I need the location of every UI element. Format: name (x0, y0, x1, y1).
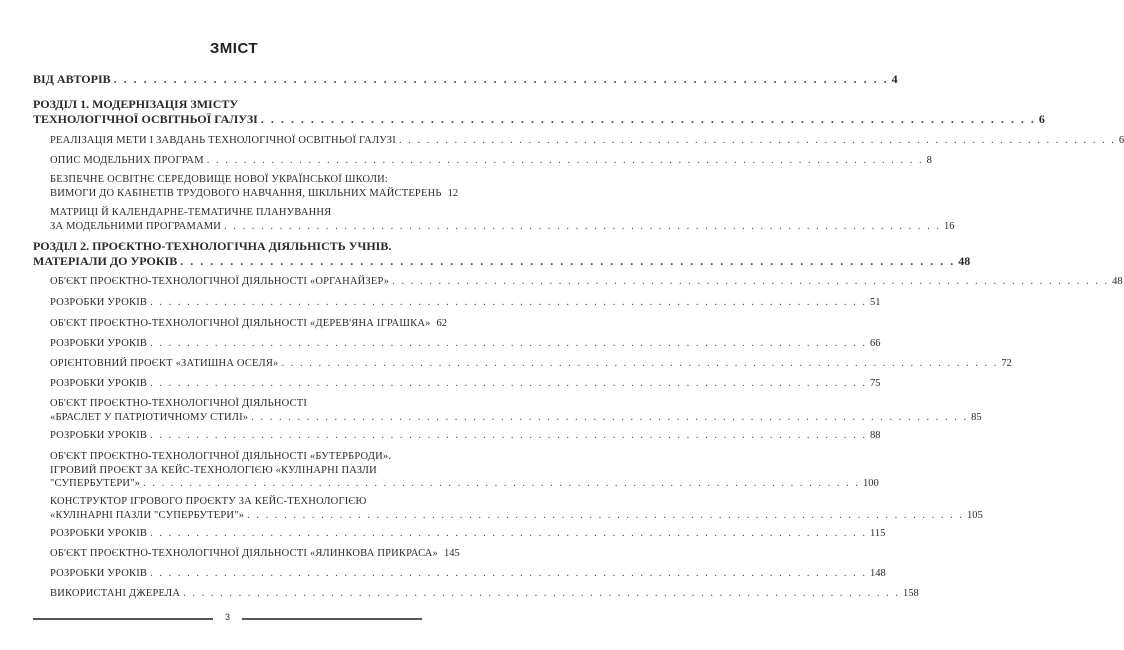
toc-entry-title: «БРАСЛЕТ У ПАТРІОТИЧНОМУ СТИЛІ» (50, 411, 249, 423)
leader-dots: . . . . . . . . . . . . . . . . . . . . . . . . . . . . . . . . . . . . . . . . . . . . . . . . . . . . . . . . . . . . . . . . . . . . . . . . . . . . . . (398, 135, 1116, 146)
toc-page-number: 158 (903, 588, 919, 599)
toc-entry (50, 429, 881, 443)
footer-rule-right (242, 618, 422, 620)
leader-dots: . . . . . . . . . . . . . . . . . . . . . . . . . . . . . . . . . . . . . . . . . . . . . . . . . . . . . . . . . . . . . . . . . . . . . . . . . . . . . . (224, 220, 941, 232)
toc-page-number: 85 (971, 411, 982, 423)
toc-entry (50, 587, 919, 601)
leader-dots: . . . . . . . . . . . . . . . . . . . . . . . . . . . . . . . . . . . . . . . . . . . . . . . . . . . . . . . . . . . . . . . . . . . . . . . . . . . . . . (150, 297, 867, 308)
toc-entry (33, 97, 1045, 127)
toc-page-number: 72 (1001, 358, 1012, 369)
toc-entry-title: РОЗРОБКИ УРОКІВ (50, 338, 148, 349)
toc-entry-title: ЗА МОДЕЛЬНИМИ ПРОГРАМАМИ (50, 220, 222, 232)
toc-entry-title: «КУЛІНАРНІ ПАЗЛИ "СУПЕРБУТЕРИ"» (50, 509, 245, 521)
toc-entry-title: РОЗРОБКИ УРОКІВ (50, 297, 148, 308)
toc-entry (50, 206, 955, 233)
toc-page-number: 48 (1112, 276, 1123, 287)
toc-page-number: 66 (869, 338, 881, 349)
toc-page-number: 16 (943, 220, 955, 232)
toc-entry (50, 173, 459, 200)
toc-page-number: 12 (447, 187, 459, 199)
page-title: ЗМІСТ (209, 40, 259, 57)
toc-entry (50, 134, 1124, 148)
toc-page-number: 105 (967, 509, 983, 521)
toc-entry-title: МАТРИЦІ Й КАЛЕНДАРНЕ-ТЕМАТИЧНЕ ПЛАНУВАННЯ (50, 207, 332, 218)
toc-page-number: 8 (926, 155, 932, 166)
toc-entry-title: ОРІЄНТОВНИЙ ПРОЄКТ «ЗАТИШНА ОСЕЛЯ» (50, 358, 279, 369)
toc-entry (50, 317, 448, 331)
toc-entry (33, 72, 898, 87)
leader-dots: . . . . . . . . . . . . . . . . . . . . . . . . . . . . . . . . . . . . . . . . . . . . . . . . . . . . . . . . . . . . . . . . . . . . . . . . . . . . . . (150, 430, 867, 441)
toc-entry-title: ІГРОВИЙ ПРОЄКТ ЗА КЕЙС-ТЕХНОЛОГІЄЮ «КУЛІНАРНІ ПАЗЛИ (50, 464, 377, 476)
toc-page-number: 6 (1038, 112, 1045, 126)
leader-dots: . . . . . . . . . . . . . . . . . . . . . . . . . . . . . . . . . . . . . . . . . . . . . . . . . . . . . . . . . . . . . . . . . . . . . . . . . . . . . . (392, 276, 1110, 287)
toc-entry-title: РОЗДІЛ 1. МОДЕРНІЗАЦІЯ ЗМІСТУ (33, 97, 239, 111)
toc-entry (50, 567, 886, 581)
toc-page-number: 115 (869, 528, 886, 539)
leader-dots: . . . . . . . . . . . . . . . . . . . . . . . . . . . . . . . . . . . . . . . . . . . . . . . . . . . . . . . . . . . . . . . . . . . . . . . . . . . . . . (150, 528, 867, 539)
leader-dots: . . . . . . . . . . . . . . . . . . . . . . . . . . . . . . . . . . . . . . . . . . . . . . . . . . . . . . . . . . . . . . . . . . . . . . . . . . . . . . (247, 509, 965, 521)
leader-dots: . . . . . . . . . . . . . . . . . . . . . . . . . . . . . . . . . . . . . . . . . . . . . . . . . . . . . . . . . . . . . . . . . . . . . . . . . . . . . . (183, 588, 900, 599)
toc-page-number: 148 (869, 568, 886, 579)
toc-page-number: 100 (862, 478, 879, 489)
toc-entry-title: ОБ'ЄКТ ПРОЄКТНО-ТЕХНОЛОГІЧНОЇ ДІЯЛЬНОСТІ «ЯЛИНКОВА ПРИКРАСА» (50, 548, 438, 559)
toc-entry-title: ТЕХНОЛОГІЧНОЇ ОСВІТНЬОЇ ГАЛУЗІ (33, 112, 258, 126)
leader-dots: . . . . . . . . . . . . . . . . . . . . . . . . . . . . . . . . . . . . . . . . . . . . . . . . . . . . . . . . . . . . . . . . . . . . . . . . . . . . . . (180, 254, 956, 268)
toc-entry-title: РОЗДІЛ 2. ПРОЄКТНО-ТЕХНОЛОГІЧНА ДІЯЛЬНІСТЬ УЧНІВ. (33, 239, 392, 253)
toc-page-number: 62 (436, 318, 448, 329)
toc-entry (50, 296, 881, 310)
page-footer (33, 612, 422, 626)
toc-entry-title: "СУПЕРБУТЕРИ"» (50, 478, 141, 489)
leader-dots: . . . . . . . . . . . . . . . . . . . . . . . . . . . . . . . . . . . . . . . . . . . . . . . . . . . . . . . . . . . . . . . . . . . . . . . . . . . . . . (281, 358, 999, 369)
toc-entry-title: РОЗРОБКИ УРОКІВ (50, 568, 148, 579)
toc-page-number: 145 (444, 548, 460, 559)
toc-entry-title: ВИМОГИ ДО КАБІНЕТІВ ТРУДОВОГО НАВЧАННЯ, ШКІЛЬНИХ МАЙСТЕРЕНЬ (50, 187, 442, 199)
toc-entry-title: ВИКОРИСТАНІ ДЖЕРЕЛА (50, 588, 181, 599)
toc-entry (50, 377, 881, 391)
leader-dots: . . . . . . . . . . . . . . . . . . . . . . . . . . . . . . . . . . . . . . . . . . . . . . . . . . . . . . . . . . . . . . . . . . . . . . . . . . . . . . (143, 478, 860, 489)
toc-entry-title: БЕЗПЕЧНЕ ОСВІТНЄ СЕРЕДОВИЩЕ НОВОЇ УКРАЇНСЬКОЇ ШКОЛИ: (50, 174, 389, 185)
toc-page-number: 51 (869, 297, 881, 308)
leader-dots: . . . . . . . . . . . . . . . . . . . . . . . . . . . . . . . . . . . . . . . . . . . . . . . . . . . . . . . . . . . . . . . . . . . . . . . . . . . . . . (251, 411, 969, 423)
leader-dots: . . . . . . . . . . . . . . . . . . . . . . . . . . . . . . . . . . . . . . . . . . . . . . . . . . . . . . . . . . . . . . . . . . . . . . . . . . . . . . (113, 72, 889, 86)
toc-page-number: 48 (958, 254, 971, 268)
toc-page-number: 88 (869, 430, 881, 441)
toc-entry-title: ОБ'ЄКТ ПРОЄКТНО-ТЕХНОЛОГІЧНОЇ ДІЯЛЬНОСТІ «БУТЕРБРОДИ». (50, 451, 392, 462)
toc-entry (50, 397, 982, 424)
toc-entry-title: МАТЕРІАЛИ ДО УРОКІВ (33, 254, 178, 268)
toc-entry (50, 547, 460, 561)
leader-dots: . . . . . . . . . . . . . . . . . . . . . . . . . . . . . . . . . . . . . . . . . . . . . . . . . . . . . . . . . . . . . . . . . . . . . . . . . . . . . . (260, 112, 1036, 126)
toc-page-number: 4 (891, 72, 898, 86)
leader-dots: . . . . . . . . . . . . . . . . . . . . . . . . . . . . . . . . . . . . . . . . . . . . . . . . . . . . . . . . . . . . . . . . . . . . . . . . . . . . . . (150, 568, 867, 579)
leader-dots: . . . . . . . . . . . . . . . . . . . . . . . . . . . . . . . . . . . . . . . . . . . . . . . . . . . . . . . . . . . . . . . . . . . . . . . . . . . . . . (150, 378, 867, 389)
toc-entry-title: РОЗРОБКИ УРОКІВ (50, 528, 148, 539)
toc-entry (50, 154, 932, 168)
toc-entry-title: ВІД АВТОРІВ (33, 72, 111, 86)
toc-entry (50, 450, 879, 491)
toc-entry (33, 239, 971, 269)
toc-entry (50, 337, 881, 351)
leader-dots: . . . . . . . . . . . . . . . . . . . . . . . . . . . . . . . . . . . . . . . . . . . . . . . . . . . . . . . . . . . . . . . . . . . . . . . . . . . . . . (206, 155, 924, 166)
toc-entry (50, 495, 983, 522)
toc-entry-title: РОЗРОБКИ УРОКІВ (50, 430, 148, 441)
toc-entry-title: ОБ'ЄКТ ПРОЄКТНО-ТЕХНОЛОГІЧНОЇ ДІЯЛЬНОСТІ (50, 398, 308, 409)
toc-entry-title: КОНСТРУКТОР ІГРОВОГО ПРОЄКТУ ЗА КЕЙС-ТЕХНОЛОГІЄЮ (50, 496, 367, 507)
toc-entry-title: ОБ'ЄКТ ПРОЄКТНО-ТЕХНОЛОГІЧНОЇ ДІЯЛЬНОСТІ «ДЕРЕВ'ЯНА ІГРАШКА» (50, 318, 431, 329)
toc-entry-title: ОБ'ЄКТ ПРОЄКТНО-ТЕХНОЛОГІЧНОЇ ДІЯЛЬНОСТІ «ОРГАНАЙЗЕР» (50, 276, 390, 287)
toc-page-number: 75 (869, 378, 881, 389)
toc-page-number: 6 (1118, 135, 1124, 146)
toc-entry (50, 275, 1123, 289)
footer-page-number: 3 (224, 612, 230, 622)
toc-entry-title: РОЗРОБКИ УРОКІВ (50, 378, 148, 389)
toc-entry-title: ОПИС МОДЕЛЬНИХ ПРОГРАМ (50, 155, 204, 166)
toc-entry (50, 357, 1012, 371)
toc-entry-title: РЕАЛІЗАЦІЯ МЕТИ І ЗАВДАНЬ ТЕХНОЛОГІЧНОЇ ОСВІТНЬОЇ ГАЛУЗІ (50, 135, 396, 146)
leader-dots: . . . . . . . . . . . . . . . . . . . . . . . . . . . . . . . . . . . . . . . . . . . . . . . . . . . . . . . . . . . . . . . . . . . . . . . . . . . . . . (150, 338, 867, 349)
toc-entry (50, 527, 886, 541)
